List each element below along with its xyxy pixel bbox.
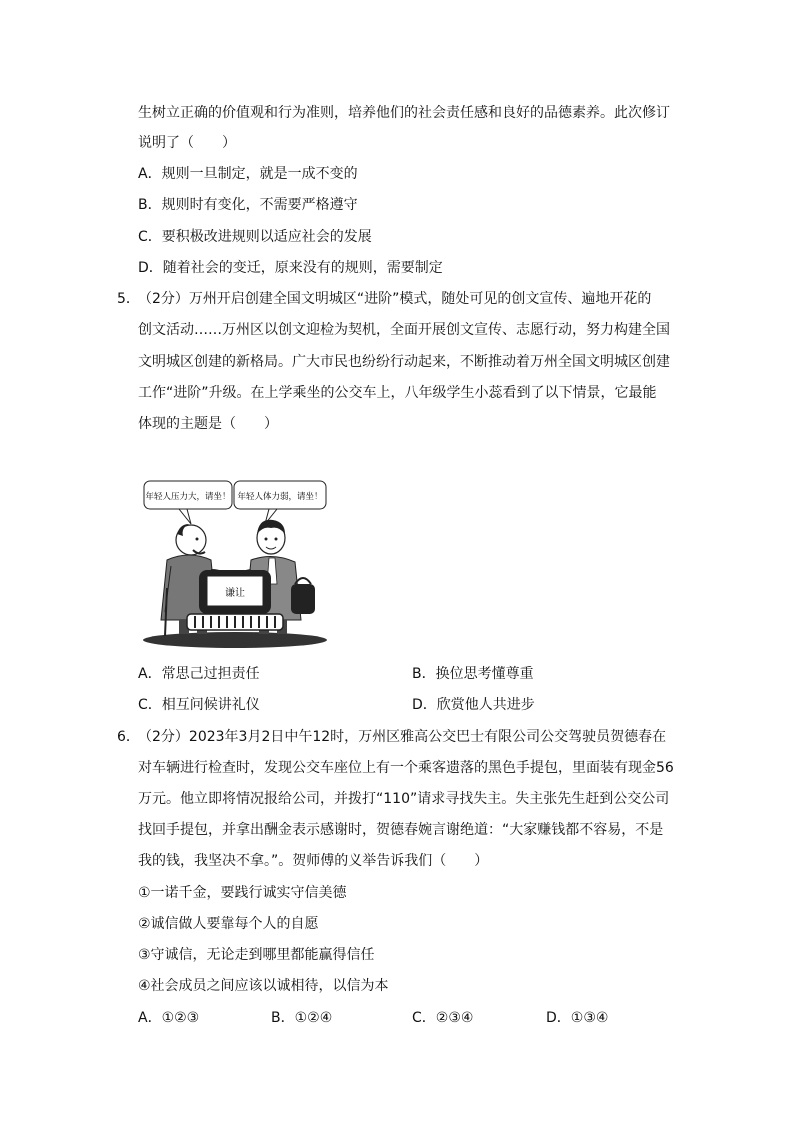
q6-option-c: C．②③④ xyxy=(412,1010,474,1026)
q4-option-d: D．随着社会的变迁，原来没有的规则，需要制定 xyxy=(138,260,443,276)
q6-stem-line-1: （2分）2023年3月2日中午12时，万州区雅高公交巴士有限公司公交驾驶员贺德春在 xyxy=(138,729,667,745)
q5-option-b: B．换位思考懂尊重 xyxy=(412,666,534,682)
q4-option-a: A．规则一旦制定，就是一成不变的 xyxy=(138,166,358,182)
q5-stem-line-4: 工作“进阶”升级。在上学乘坐的公交车上，八年级学生小蕊看到了以下情景，它最能 xyxy=(138,385,657,401)
q5-stem-line-1: （2分）万州开启创建全国文明城区“进阶”模式，随处可见的创文宣传、遍地开花的 xyxy=(138,291,652,307)
q6-statement-1: ①一诺千金，要践行诚实守信美德 xyxy=(138,885,347,901)
q6-option-d: D．①③④ xyxy=(546,1010,609,1026)
q5-stem-line-2: 创文活动……万州区以创文迎检为契机，全面开展创文宣传、志愿行动，努力构建全国 xyxy=(138,322,670,338)
q5-option-c: C．相互问候讲礼仪 xyxy=(138,697,260,713)
q5-stem-line-5: 体现的主题是（ ） xyxy=(138,416,278,432)
bus-seat xyxy=(187,570,283,630)
q6-statement-3: ③守诚信，无论走到哪里都能赢得信任 xyxy=(138,947,375,963)
q6-stem-line-2: 对车辆进行检查时，发现公交车座位上有一个乘客遗落的黑色手提包，里面装有现金56 xyxy=(138,760,674,776)
left-bubble-text: 年轻人压力大，请坐！ xyxy=(145,492,231,502)
q6-statement-4: ④社会成员之间应该以诚相待，以信为本 xyxy=(138,978,389,994)
courtesy-cartoon xyxy=(139,476,331,648)
q6-stem-line-4: 找回手提包，并拿出酬金表示感谢时，贺德春婉言谢绝道：“大家赚钱都不容易，不是 xyxy=(138,822,664,838)
right-bubble-text: 年轻人体力弱，请坐！ xyxy=(237,492,323,502)
q6-option-a: A．①②③ xyxy=(138,1010,200,1026)
q6-statement-2: ②诚信做人要靠每个人的自愿 xyxy=(138,916,319,932)
q6-stem-line-5: 我的钱，我坚决不拿。”。贺师傅的义举告诉我们（ ） xyxy=(138,853,489,869)
seat-label-text: 谦让 xyxy=(225,588,245,599)
q5-option-a: A．常思己过担责任 xyxy=(138,666,260,682)
q5-stem-line-3: 文明城区创建的新格局。广大市民也纷纷行动起来，不断推动着万州全国文明城区创建 xyxy=(138,354,670,370)
q6-number: 6． xyxy=(117,729,140,745)
q6-option-b: B．①②④ xyxy=(271,1010,333,1026)
q6-stem-line-3: 万元。他立即将情况报给公司，并拨打“110”请求寻找失主。失主张先生赶到公交公司 xyxy=(138,791,670,807)
q4-option-c: C．要积极改进规则以适应社会的发展 xyxy=(138,229,372,245)
q5-number: 5． xyxy=(117,291,140,307)
q4-stem-line-2: 说明了（ ） xyxy=(138,135,236,151)
q5-option-d: D．欣赏他人共进步 xyxy=(412,697,535,713)
q4-option-b: B．规则时有变化，不需要严格遵守 xyxy=(138,197,358,213)
q4-stem-line-1: 生树立正确的价值观和行为准则，培养他们的社会责任感和良好的品德素养。此次修订 xyxy=(138,105,670,121)
